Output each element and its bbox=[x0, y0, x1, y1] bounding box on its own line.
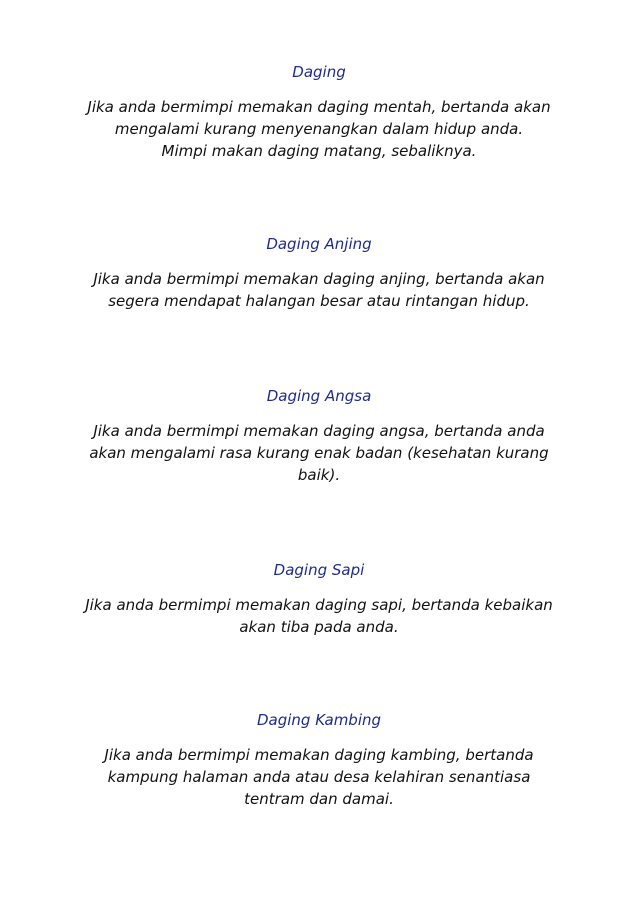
body-line: akan mengalami rasa kurang enak badan (kesehatan kurang bbox=[89, 444, 549, 462]
body-line: mengalami kurang menyenangkan dalam hidup anda. bbox=[114, 120, 524, 138]
body-line: Jika anda bermimpi memakan daging mentah, bertanda akan bbox=[87, 98, 551, 116]
body-line: kampung halaman anda atau desa kelahiran senantiasa bbox=[107, 768, 531, 786]
section-body bbox=[60, 744, 578, 810]
body-line: tentram dan damai. bbox=[244, 790, 394, 808]
section-title: Daging Kambing bbox=[256, 711, 382, 729]
section-title: Daging Sapi bbox=[273, 561, 365, 579]
section-body bbox=[60, 96, 578, 162]
body-line: akan tiba pada anda. bbox=[239, 618, 399, 636]
body-line: Jika anda bermimpi memakan daging angsa, bertanda anda bbox=[93, 422, 545, 440]
section-daging-sapi bbox=[60, 560, 578, 638]
section-title: Daging bbox=[292, 63, 346, 81]
section-title: Daging Anjing bbox=[266, 235, 372, 253]
body-line: Jika anda bermimpi memakan daging anjing, bertanda akan bbox=[93, 270, 545, 288]
body-line: Jika anda bermimpi memakan daging kambing, bertanda bbox=[104, 746, 534, 764]
section-daging-kambing bbox=[60, 710, 578, 810]
section-daging-anjing bbox=[60, 234, 578, 312]
section-body bbox=[60, 594, 578, 638]
section-title: Daging Angsa bbox=[266, 387, 372, 405]
section-body bbox=[60, 268, 578, 312]
body-line: Mimpi makan daging matang, sebaliknya. bbox=[161, 142, 477, 160]
body-line: segera mendapat halangan besar atau rintangan hidup. bbox=[108, 292, 530, 310]
body-line: baik). bbox=[297, 466, 341, 484]
section-daging bbox=[60, 62, 578, 162]
section-daging-angsa bbox=[60, 386, 578, 486]
body-line: Jika anda bermimpi memakan daging sapi, bertanda kebaikan bbox=[85, 596, 553, 614]
section-body bbox=[60, 420, 578, 486]
